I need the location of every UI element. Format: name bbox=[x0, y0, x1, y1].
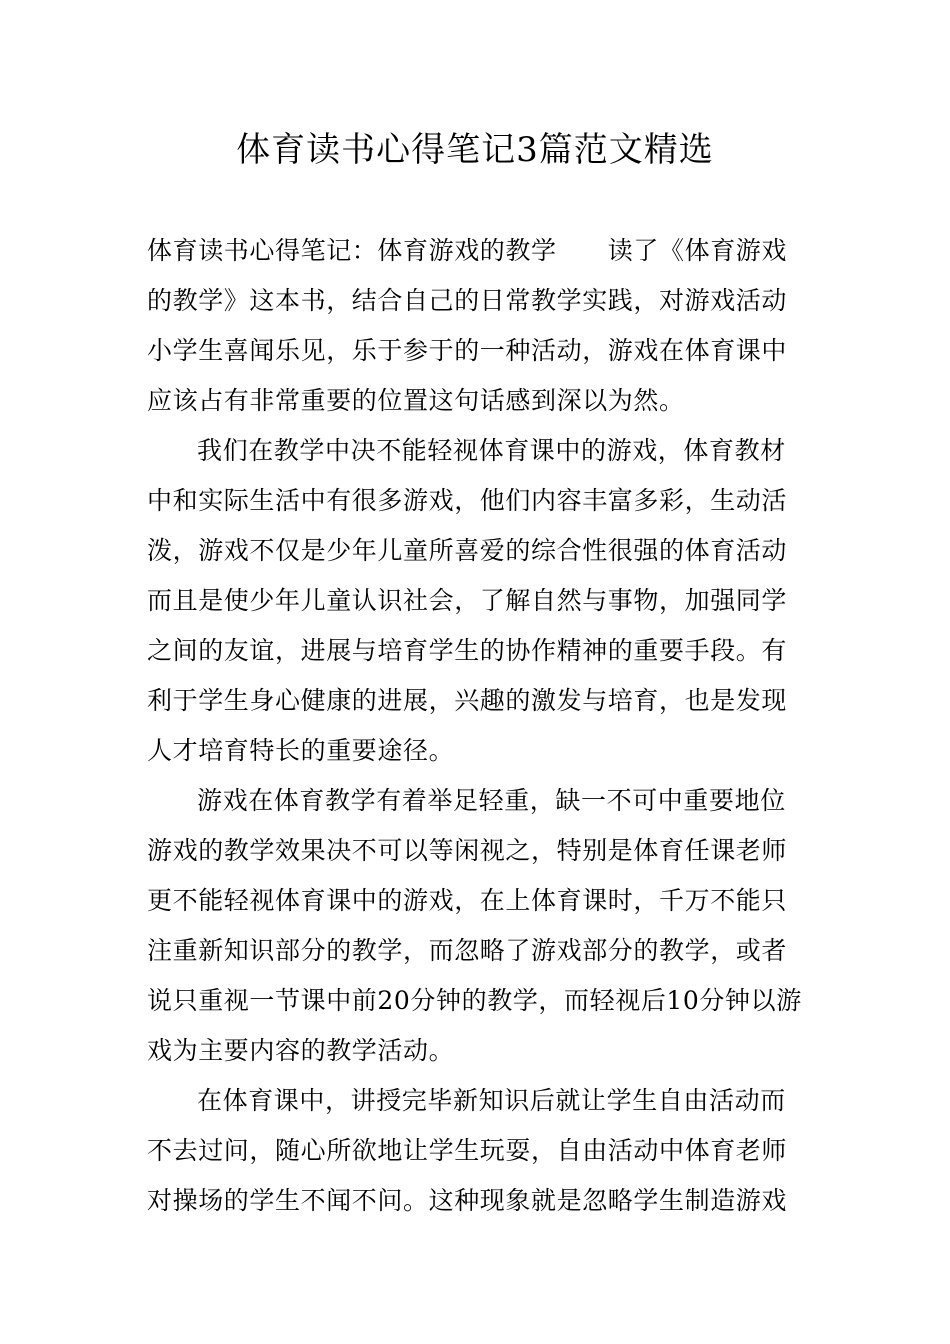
paragraph bbox=[147, 226, 807, 426]
text-line: 游戏在体育教学有着举足轻重，缺一不可中重要地位 bbox=[197, 786, 786, 815]
text-line: 人才培育特长的重要途径。 bbox=[147, 736, 455, 765]
text-line: 中和实际生活中有很多游戏，他们内容丰富多彩，生动活 bbox=[147, 486, 788, 515]
text-line: 利于学生身心健康的进展，兴趣的激发与培育，也是发现 bbox=[147, 686, 788, 715]
text-line: 体育读书心得笔记：体育游戏的教学 读了《体育游戏 bbox=[147, 236, 788, 265]
text-line: 注重新知识部分的教学，而忽略了游戏部分的教学，或者 bbox=[147, 936, 788, 965]
text-line: 在体育课中，讲授完毕新知识后就让学生自由活动而 bbox=[197, 1086, 786, 1115]
text-line: 说只重视一节课中前20分钟的教学，而轻视后10分钟以游 bbox=[147, 986, 802, 1015]
text-line: 之间的友谊，进展与培育学生的协作精神的重要手段。有 bbox=[147, 636, 788, 665]
document-body bbox=[147, 226, 807, 1226]
text-line: 小学生喜闻乐见，乐于参于的一种活动，游戏在体育课中 bbox=[147, 336, 788, 365]
paragraph bbox=[147, 776, 807, 1076]
text-line: 泼，游戏不仅是少年儿童所喜爱的综合性很强的体育活动 bbox=[147, 536, 788, 565]
text-line: 的教学》这本书，结合自己的日常教学实践，对游戏活动 bbox=[147, 286, 788, 315]
text-line: 游戏的教学效果决不可以等闲视之，特别是体育任课老师 bbox=[147, 836, 788, 865]
paragraph bbox=[147, 1076, 807, 1226]
text-line: 我们在教学中决不能轻视体育课中的游戏，体育教材 bbox=[197, 436, 786, 465]
text-line: 更不能轻视体育课中的游戏，在上体育课时，千万不能只 bbox=[147, 886, 788, 915]
text-line: 应该占有非常重要的位置这句话感到深以为然。 bbox=[147, 386, 685, 415]
text-line: 不去过问，随心所欲地让学生玩耍，自由活动中体育老师 bbox=[147, 1136, 788, 1165]
text-line: 戏为主要内容的教学活动。 bbox=[147, 1036, 455, 1065]
paragraph bbox=[147, 426, 807, 776]
document-title: 体育读书心得笔记3篇范文精选 bbox=[236, 130, 714, 170]
text-line: 而且是使少年儿童认识社会，了解自然与事物，加强同学 bbox=[147, 586, 788, 615]
text-line: 对操场的学生不闻不问。这种现象就是忽略学生制造游戏 bbox=[147, 1186, 788, 1215]
